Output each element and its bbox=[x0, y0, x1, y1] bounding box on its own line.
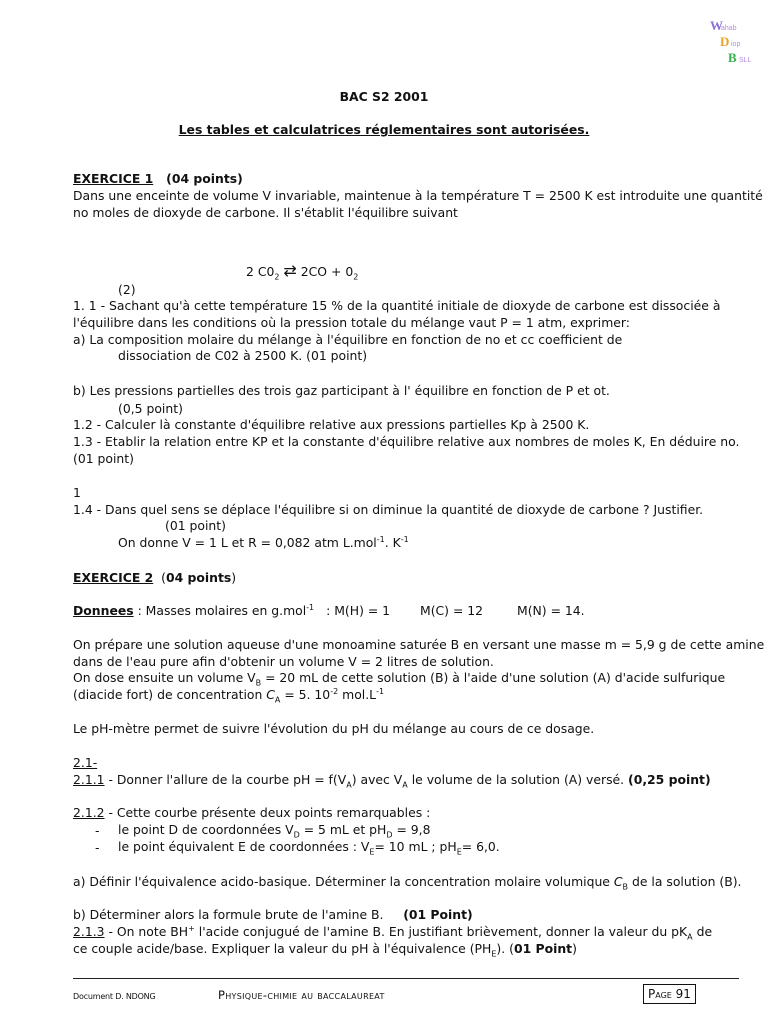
logo-letter-w: W bbox=[710, 18, 723, 33]
bullet-2-marker: - bbox=[95, 840, 100, 855]
ex1-q14: 1.4 - Dans quel sens se déplace l'équilibre si on diminue la quantité de dioxyde de carbone ? Justifier. bbox=[73, 502, 704, 517]
logo-text-ahab: ahab bbox=[721, 25, 737, 32]
equilibrium-equation: 2 $C0_2$ ⇄ $2CO + 0_2$ bbox=[246, 261, 359, 282]
stray-number: 1 bbox=[73, 485, 81, 500]
exercise-1-label: EXERCICE 1 bbox=[73, 171, 154, 186]
section-2-1: 2.1- bbox=[73, 755, 98, 770]
question-2-1-1: 2.1.1 - Donner l'allure de la courbe pH = $f(V_A)$ avec $V_A$ le volume de la solution (A) versé. (0,25 point) bbox=[73, 772, 711, 790]
bullet-1-marker: - bbox=[95, 823, 100, 838]
ex1-q13-points: (01 point) bbox=[73, 451, 134, 466]
ex1-q14-points: (01 point) bbox=[165, 518, 226, 533]
wahabdiop-logo bbox=[704, 16, 764, 64]
molar-mass-c: M(C) = 12 bbox=[420, 603, 484, 618]
ex1-intro-line-1: Dans une enceinte de volume V invariable, maintenue à la température T = 2500 K est introduite une quantité bbox=[73, 188, 763, 203]
ex2-p2-line-2: (diacide fort) de concentration $C_A = 5$. $10^{-2}$ $mol.L^{-1}$ bbox=[73, 686, 385, 705]
exercise-1-points: (04 points) bbox=[166, 171, 243, 186]
ex1-q12: 1.2 - Calculer là constante d'équilibre relative aux pressions partielles Kp à 2500 K. bbox=[73, 417, 590, 432]
point-e-coordinates: le point équivalent E de coordonnées : $V_E= 10$ mL ; $pH_E= 6,0$. bbox=[118, 839, 500, 857]
point-d-coordinates: le point D de coordonnées $V_D = 5$ mL et $pH_D = 9,8$ bbox=[118, 822, 431, 840]
page-number-box bbox=[643, 984, 696, 1004]
calculator-note: Les tables et calculatrices réglementaires sont autorisées. bbox=[178, 122, 590, 137]
ex1-qa-line-2: dissociation de C02 à 2500 K. (01 point) bbox=[118, 348, 368, 363]
molar-mass-h: : M(H) = 1 bbox=[326, 603, 391, 618]
exercise-2-label: EXERCICE 2 bbox=[73, 570, 154, 585]
ex2-p3: Le pH-mètre permet de suivre l'évolution du pH du mélange au cours de ce dosage. bbox=[73, 721, 595, 736]
footer-divider bbox=[73, 978, 739, 979]
logo-letter-b: B bbox=[728, 50, 737, 64]
ex2-p1-line-1: On prépare une solution aqueuse d'une monoamine saturée B en versant une masse m = 5,9 g de cette amine bbox=[73, 637, 765, 652]
logo-text-sll: SLL bbox=[739, 57, 752, 64]
page-label: Page bbox=[648, 987, 672, 1001]
equilibrium-arrow-icon: ⇄ bbox=[283, 261, 297, 280]
ex2-p1-line-2: dans de l'eau pure afin d'obtenir un volume V = 2 litres de solution. bbox=[73, 654, 494, 669]
molar-masses-line: Donnees : Masses molaires en g.mol$^{-1}$ : M(H) = 1 M(C) = 12 M(N) = 14. bbox=[73, 602, 585, 618]
footer-author: Document D. NDONG bbox=[73, 992, 156, 1001]
question-2-a: a) Définir l'équivalence acido-basique. Déterminer la concentration molaire volumique $C_B$ de la solution (B). bbox=[73, 874, 742, 892]
logo-text-iop: iop bbox=[731, 41, 741, 48]
ex1-q13-line-1: 1.3 - Etablir la relation entre KP et la constante d'équilibre relative aux nombres de moles K, En déduire no. bbox=[73, 434, 740, 449]
ex1-qa-line-1: a) La composition molaire du mélange à l'équilibre en fonction de no et cc coefficient de bbox=[73, 332, 623, 347]
exam-title: BAC S2 2001 bbox=[339, 89, 429, 104]
exercise-2-points: 04 points bbox=[165, 570, 232, 585]
logo-letter-d: D bbox=[720, 34, 730, 49]
ex1-qb-line-1: b) Les pressions partielles des trois gaz participant à l' équilibre en fonction de P et ot. bbox=[73, 383, 610, 398]
question-2-1-2: 2.1.2 - Cette courbe présente deux points remarquables : bbox=[73, 805, 431, 820]
exercise-1-heading bbox=[73, 171, 243, 186]
question-2-b: b) Déterminer alors la formule brute de l'amine B. (01 Point) bbox=[73, 907, 473, 922]
exercise-2-heading: EXERCICE 2 (04 points) bbox=[73, 570, 237, 585]
ex2-p2-line-1: On dose ensuite un volume $V_B = 20$ mL de cette solution (B) à l'aide d'une solution (A) d'acide sulfurique bbox=[73, 670, 726, 688]
question-2-1-3-line-1: 2.1.3 - On note BH+ l'acide conjugué de l'amine B. En justifiant brièvement, donner la valeur du $pK_A$ de bbox=[73, 923, 713, 942]
ex1-q11-line-2: l'équilibre dans les conditions où la pression totale du mélange vaut P = 1 atm, exprimer: bbox=[73, 315, 630, 330]
equation-number: (2) bbox=[118, 282, 136, 297]
question-2-1-3-line-2: ce couple acide/base. Expliquer la valeur du pH à l'équivalence $(PH_E)$. (01 Point) bbox=[73, 941, 577, 959]
footer-book-title: Physique-chimie au baccalaureat bbox=[218, 988, 385, 1002]
donnees-label: Donnees bbox=[73, 603, 134, 618]
page-number: 91 bbox=[675, 987, 691, 1001]
ex1-q11-line-1: 1. 1 - Sachant qu'à cette température 15 % de la quantité initiale de dioxyde de carbone est dissociée à bbox=[73, 298, 721, 313]
ex1-intro-line-2: no moles de dioxyde de carbone. Il s'établit l'équilibre suivant bbox=[73, 205, 458, 220]
molar-mass-n: M(N) = 14. bbox=[517, 603, 585, 618]
ex1-given-values: On donne V = 1 L et R = 0,082 atm L.mol$^{-1}$. $K^{-1}$ bbox=[118, 534, 409, 550]
ex1-qb-points: (0,5 point) bbox=[118, 401, 183, 416]
